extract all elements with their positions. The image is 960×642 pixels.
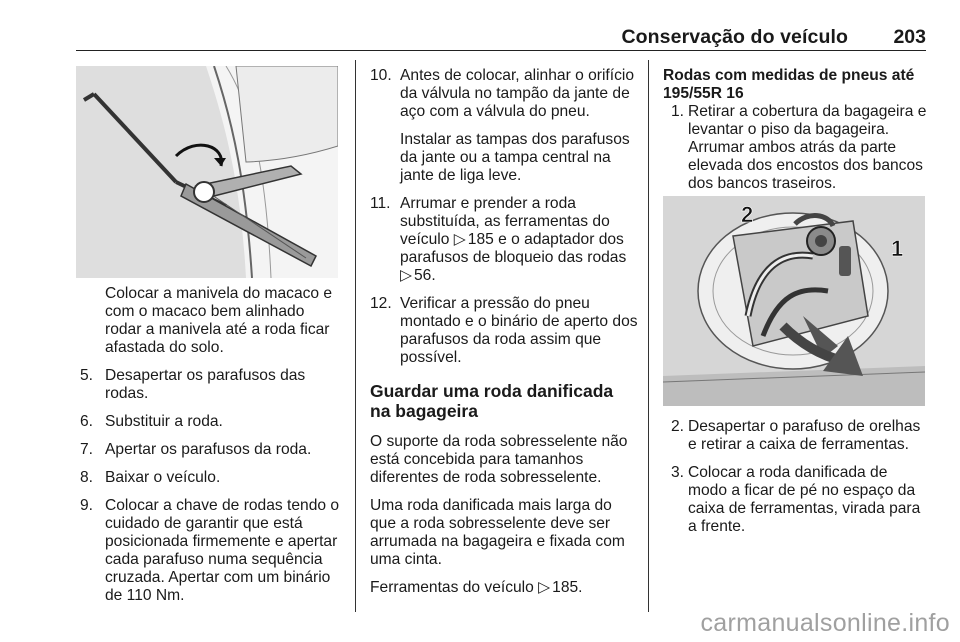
list-item: 2. Desapertar o parafuso de orelhas e retirar a caixa de ferramentas. bbox=[671, 418, 921, 453]
figure-label-1: 1 bbox=[891, 236, 904, 261]
page-reference-icon: ▷ bbox=[538, 579, 551, 596]
jack-crank-illustration bbox=[76, 66, 338, 278]
list-item: 9. Colocar a chave de rodas tendo o cuidado de garantir que está posicionada firmemente e apertar cada parafuso numa sequência cruzada. Apertar com um binário de 110 Nm. bbox=[80, 497, 340, 604]
list-item: 6. Substituir a roda. bbox=[80, 413, 223, 430]
list-item: 3. Colocar a roda danificada de modo a ficar de pé no espaço da caixa de ferramentas, virada para a frente. bbox=[671, 464, 921, 535]
page-header bbox=[76, 0, 926, 51]
subsection-heading: Rodas com medidas de pneus até 195/55R 16 bbox=[663, 67, 915, 102]
list-item: 12. Verificar a pressão do pneu montado e o binário de aperto dos parafusos da roda assim que possível. bbox=[370, 295, 638, 366]
list-item: 10. Antes de colocar, alinhar o orifício da válvula no tampão da jante de aço com a válvula do pneu. Instalar as tampas dos parafusos da jante ou a tampa central na jante de liga leve. bbox=[370, 67, 635, 184]
right-column-lower bbox=[663, 418, 929, 546]
list-item: 5. Desapertar os parafusos das rodas. bbox=[80, 367, 306, 402]
left-column bbox=[80, 285, 342, 615]
list-item: 8. Baixar o veículo. bbox=[80, 469, 221, 486]
paragraph: Ferramentas do veículo ▷ 185. bbox=[370, 579, 583, 596]
column-divider-2 bbox=[648, 60, 649, 612]
figure-caption: Colocar a manivela do macaco e com o macaco bem alinhado rodar a manivela até a roda ficar afastada do solo. bbox=[105, 285, 333, 356]
paragraph: O suporte da roda sobresselente não está concebida para tamanhos diferentes de roda sobresselente. bbox=[370, 433, 628, 486]
middle-column bbox=[370, 67, 638, 607]
list-item: 7. Apertar os parafusos da roda. bbox=[80, 441, 312, 458]
list-item: 11. Arrumar e prender a roda substituída, as ferramentas do veículo ▷ 185 e o adaptador dos parafusos de bloqueio das rodas ▷ 56. bbox=[370, 195, 627, 284]
page-reference-icon: ▷ bbox=[400, 267, 412, 284]
figure-label-2: 2 bbox=[741, 202, 754, 227]
watermark: carmanualsonline.info bbox=[700, 609, 950, 637]
page-reference-icon: ▷ bbox=[453, 231, 466, 248]
right-column bbox=[663, 67, 929, 203]
page-number: 203 bbox=[893, 26, 926, 48]
column-divider-1 bbox=[355, 60, 356, 612]
paragraph: Uma roda danificada mais larga do que a roda sobresselente deve ser arrumada na bagageira e fixada com uma cinta. bbox=[370, 497, 625, 568]
section-heading: Guardar uma roda danificada na bagageira bbox=[370, 381, 614, 421]
list-item: 1. Retirar a cobertura da bagageira e levantar o piso da bagageira. Arrumar ambos atrás da parte elevada dos encostos dos bancos dos bancos traseiros. bbox=[671, 103, 927, 192]
section-title: Conservação do veículo bbox=[621, 26, 848, 48]
trunk-toolbox-illustration bbox=[663, 196, 925, 406]
